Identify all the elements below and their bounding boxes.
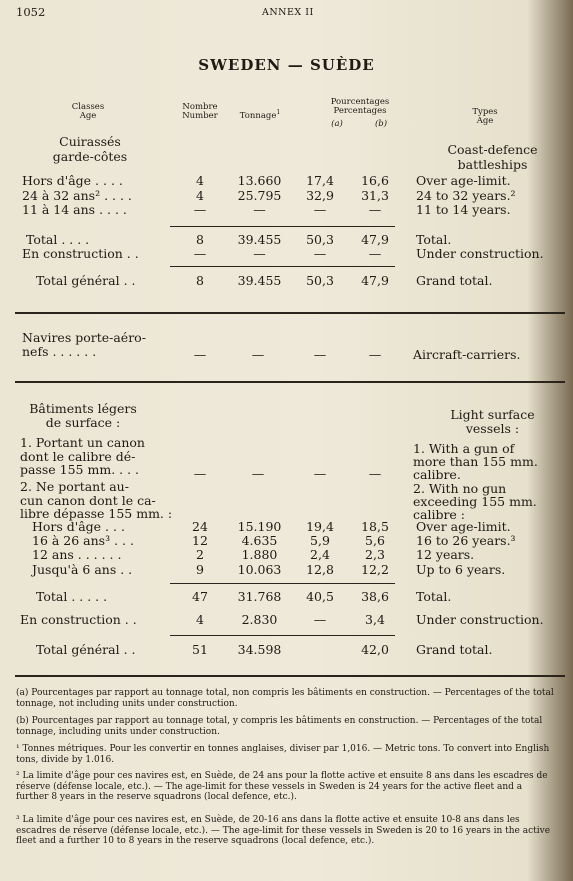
rule (170, 226, 395, 227)
cell-pct-a: 32,9 (306, 188, 334, 203)
item1-tonnage: — (251, 466, 265, 481)
cell-number: 4 (196, 612, 204, 627)
header-number: Nombre Number (182, 102, 218, 121)
cell-pct-a: — (313, 202, 327, 217)
cell-pct-b: 18,5 (361, 519, 389, 534)
footnote-a: (a) Pourcentages par rapport au tonnage total, non compris les bâtiments en construction. — Percentages of the total tonnage, not including units under construction. (16, 688, 554, 709)
cell-label-fr: Jusqu'à 6 ans . . (32, 562, 133, 577)
cell-label-fr: Total . . . . (26, 232, 90, 247)
item1-pct-b: — (368, 466, 382, 481)
header-col-a: (a) (331, 119, 343, 129)
cell-pct-b: 16,6 (361, 173, 389, 188)
cell-number: 8 (196, 273, 204, 288)
cell-label-fr: Total . . . . . (36, 589, 108, 604)
cell-number: 2 (196, 547, 204, 562)
cell-pct-a: 19,4 (306, 519, 334, 534)
cell-label-en: Up to 6 years. (416, 562, 506, 577)
cell-pct-b: 31,3 (361, 188, 389, 203)
section2-number: — (193, 347, 207, 362)
cell-pct-b: 42,0 (361, 642, 389, 657)
cell-label-fr: 11 à 14 ans . . . . (22, 202, 127, 217)
cell-pct-a: 50,3 (306, 232, 334, 247)
cell-pct-a: — (313, 246, 327, 261)
cell-label-en: Total. (416, 589, 452, 604)
cell-tonnage: — (253, 246, 266, 261)
footnote-1: ¹ Tonnes métriques. Pour les convertir en tonnes anglaises, diviser par 1,016. — Metric tons. To convert into English tons, divide by 1.016. (16, 744, 550, 765)
cell-pct-a: 17,4 (306, 173, 334, 188)
cell-pct-a: 2,4 (310, 547, 330, 562)
cell-number: 24 (192, 519, 208, 534)
section3-item1-en: 1. With a gun of more than 155 mm. calibre. (413, 441, 538, 482)
cell-label-fr: En construction . . (20, 612, 137, 627)
section2-label-en: Aircraft-carriers. (413, 347, 521, 362)
cell-pct-a: 5,9 (310, 533, 330, 548)
cell-pct-b: 47,9 (361, 273, 389, 288)
cell-pct-b: 38,6 (361, 589, 389, 604)
page-number: 1052 (16, 5, 46, 19)
cell-tonnage: 2.830 (241, 612, 278, 627)
cell-label-fr: 12 ans . . . . . . (32, 547, 122, 562)
section1-title-en: Coast-defence battleships (447, 142, 538, 172)
cell-number: 4 (196, 173, 204, 188)
cell-tonnage: 1.880 (241, 547, 278, 562)
cell-tonnage: 13.660 (237, 173, 282, 188)
cell-label-en: Under construction. (416, 246, 544, 261)
annex-label: ANNEX II (262, 7, 314, 18)
section3-title-fr: Bâtiments légers de surface : (29, 401, 137, 430)
page-title: SWEDEN — SUÈDE (198, 56, 375, 74)
cell-label-en: Over age-limit. (416, 519, 511, 534)
header-types: Types Age (472, 107, 498, 126)
cell-pct-a: 50,3 (306, 273, 334, 288)
cell-number: 8 (196, 232, 204, 247)
cell-pct-a: — (313, 612, 327, 627)
section3-item2-en: 2. With no gun exceeding 155 mm. calibre : (413, 481, 537, 522)
cell-pct-b: 12,2 (361, 562, 389, 577)
section2-tonnage: — (251, 347, 265, 362)
header-col-b: (b) (374, 119, 388, 129)
cell-number: 47 (192, 589, 208, 604)
cell-number: — (193, 246, 207, 261)
section2-pct-a: — (313, 347, 327, 362)
cell-label-fr: Hors d'âge . . . (32, 519, 125, 534)
cell-pct-b: 3,4 (365, 612, 385, 627)
cell-number: 12 (192, 533, 208, 548)
section3-title-en: Light surface vessels : (450, 407, 535, 436)
footnote-b: (b) Pourcentages par rapport au tonnage total, y compris les bâtiments en construction. — Percentages of the total tonnage, including units under construction. (16, 716, 543, 737)
header-percentages: Pourcentages Percentages (330, 97, 390, 116)
cell-tonnage: 34.598 (237, 642, 282, 657)
item1-pct-a: — (313, 466, 327, 481)
cell-pct-b: 47,9 (361, 232, 389, 247)
section3-item2-fr: 2. Ne portant au- cun canon dont le ca- libre dépasse 155 mm. : (20, 479, 173, 521)
cell-label-en: Under construction. (416, 612, 544, 627)
cell-label-en: Grand total. (416, 642, 493, 657)
cell-tonnage: 15.190 (237, 519, 282, 534)
cell-tonnage: 39.455 (237, 273, 282, 288)
section2-pct-b: — (368, 347, 382, 362)
cell-tonnage: 25.795 (237, 188, 282, 203)
cell-tonnage: 10.063 (237, 562, 282, 577)
rule (170, 635, 395, 636)
section-divider (15, 312, 565, 314)
cell-label-en: Total. (416, 232, 452, 247)
rule (170, 266, 395, 267)
cell-number: 4 (196, 188, 204, 203)
cell-label-fr: Total général . . (36, 273, 136, 288)
cell-label-en: Over age-limit. (416, 173, 511, 188)
cell-pct-a: 12,8 (306, 562, 334, 577)
cell-label-en: 12 years. (416, 547, 475, 562)
cell-number: 9 (196, 562, 204, 577)
cell-tonnage: 31.768 (237, 589, 282, 604)
section-divider (15, 675, 565, 677)
item1-number: — (193, 466, 207, 481)
cell-pct-a: 40,5 (306, 589, 334, 604)
footnote-2: ² La limite d'âge pour ces navires est, en Suède, de 24 ans pour la flotte active et ensuite 8 ans dans les escadres de réserve (défense locale, etc.). — The age-limit for these vessels in Sweden is 24 years for the active fleet and a further 8 years in the reserve squadrons (local defence, etc.). (16, 771, 548, 802)
cell-tonnage: — (253, 202, 266, 217)
cell-label-en: 11 to 14 years. (416, 202, 511, 217)
cell-tonnage: 4.635 (241, 533, 278, 548)
cell-pct-b: — (368, 202, 382, 217)
rule (170, 583, 395, 584)
section1-title-fr: Cuirassés garde-côtes (52, 134, 128, 164)
header-classes: Classes Age (71, 102, 105, 121)
cell-tonnage: 39.455 (237, 232, 282, 247)
cell-label-en: Grand total. (416, 273, 493, 288)
header-tonnage: Tonnage$^1$ (239, 109, 281, 121)
cell-label-fr: 24 à 32 ans² . . . . (22, 188, 132, 203)
cell-label-en: 24 to 32 years.² (416, 188, 516, 203)
cell-label-fr: Hors d'âge . . . . (22, 173, 123, 188)
cell-label-en: 16 to 26 years.³ (416, 533, 516, 548)
section3-item1-fr: 1. Portant un canon dont le calibre dé- passe 155 mm. . . . (20, 435, 145, 477)
cell-pct-b: 2,3 (365, 547, 385, 562)
footnote-3: ³ La limite d'âge pour ces navires est, en Suède, de 20-16 ans dans la flotte active et ensuite 10-8 ans dans les escadres de réserve (défense locale, etc.). — The age-limit for these vessels in Sweden is 20 to 16 years in the active fleet and a further 10 to 8 years in the reserve squadrons (local defence, etc.). (16, 815, 551, 846)
cell-number: — (193, 202, 207, 217)
cell-number: 51 (192, 642, 208, 657)
cell-label-fr: En construction . . (22, 246, 139, 261)
cell-label-fr: Total général . . (36, 642, 136, 657)
cell-pct-b: 5,6 (365, 533, 385, 548)
section2-label-fr: Navires porte-aéro- nefs . . . . . . (22, 330, 146, 359)
cell-pct-b: — (368, 246, 382, 261)
section-divider (15, 381, 565, 383)
cell-label-fr: 16 à 26 ans³ . . . (32, 533, 134, 548)
